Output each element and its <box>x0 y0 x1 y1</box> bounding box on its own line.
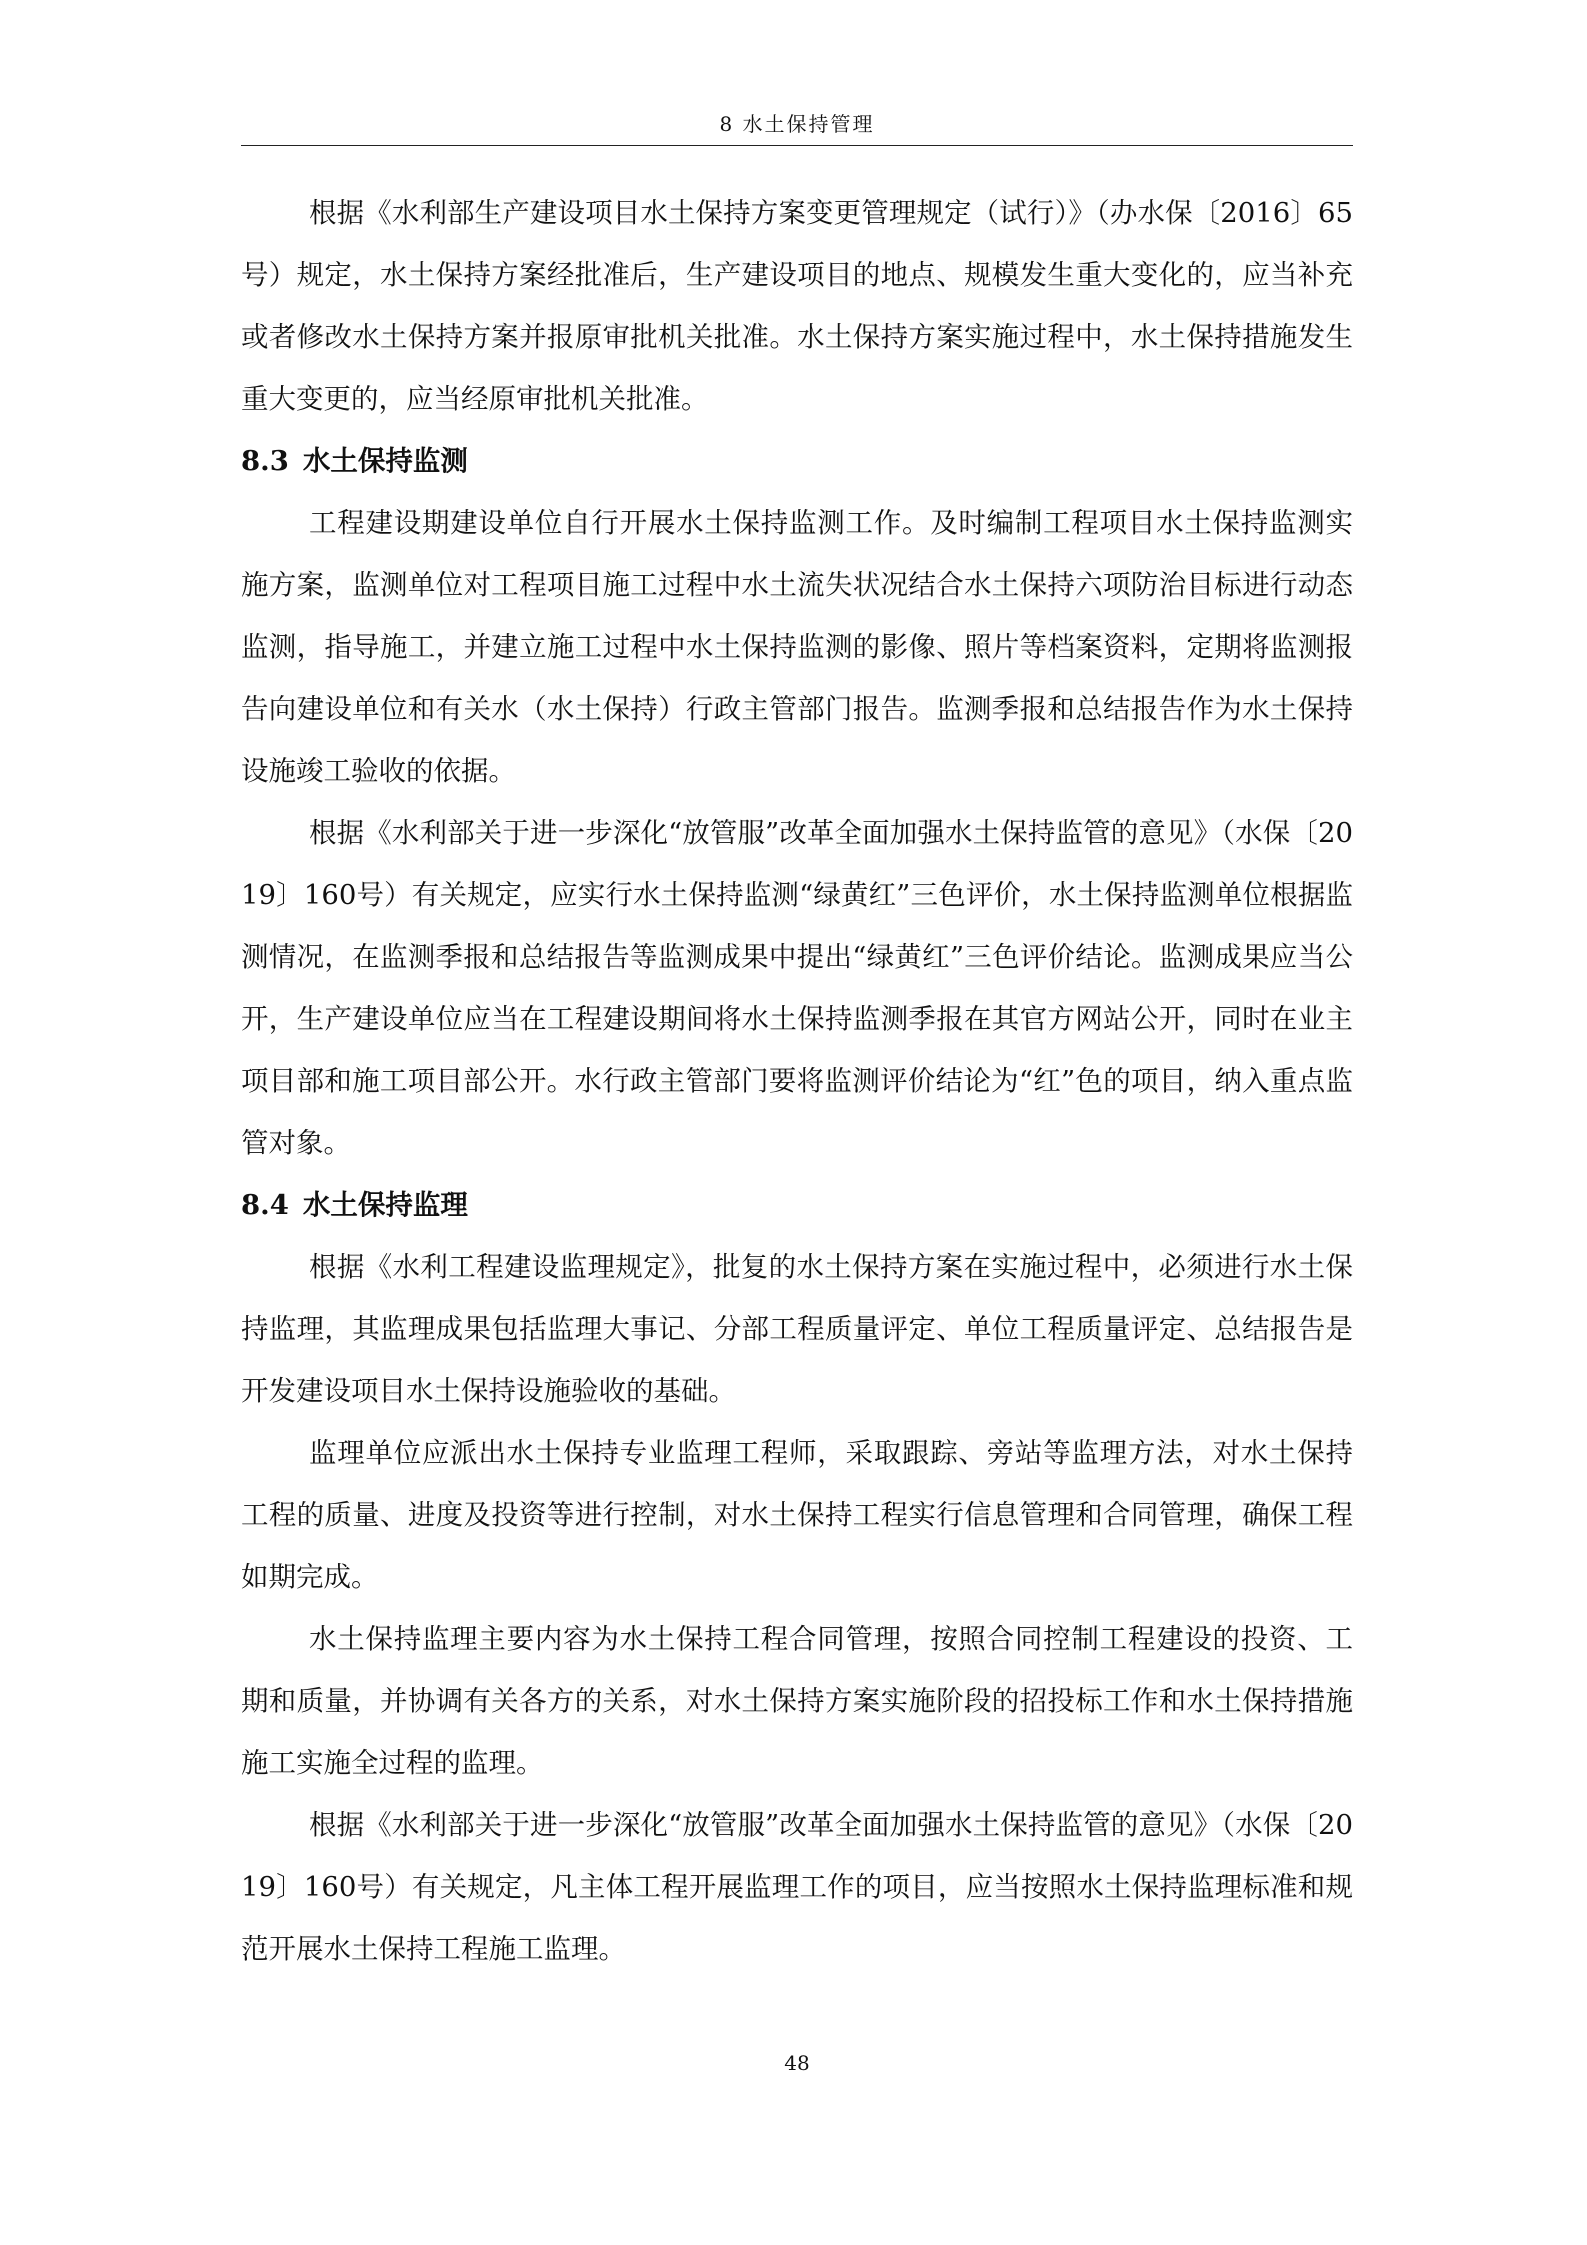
running-header: 8 水土保持管理 <box>719 112 875 136</box>
page-content <box>241 182 1353 1980</box>
section-heading-8-4 <box>241 1174 1353 1236</box>
paragraph-plan-change: 根据《水利部生产建设项目水土保持方案变更管理规定（试行）》（办水保〔2016〕65号）规定，水土保持方案经批准后，生产建设项目的地点、规模发生重大变化的，应当补充或者修改水土保持方案并报原审批机关批准。水土保持方案实施过程中，水土保持措施发生重大变更的，应当经原审批机关批准。 <box>241 197 1353 415</box>
paragraph-monitoring-work: 工程建设期建设单位自行开展水土保持监测工作。及时编制工程项目水土保持监测实施方案，监测单位对工程项目施工过程中水土流失状况结合水土保持六项防治目标进行动态监测，指导施工，并建立施工过程中水土保持监测的影像、照片等档案资料，定期将监测报告向建设单位和有关水（水土保持）行政主管部门报告。监测季报和总结报告作为水土保持设施竣工验收的依据。 <box>241 507 1353 787</box>
paragraph-monitoring-rating: 根据《水利部关于进一步深化“放管服”改革全面加强水土保持监管的意见》（水保〔2019〕160号）有关规定，应实行水土保持监测“绿黄红”三色评价，水土保持监测单位根据监测情况，在监测季报和总结报告等监测成果中提出“绿黄红”三色评价结论。监测成果应当公开，生产建设单位应当在工程建设期间将水土保持监测季报在其官方网站公开，同时在业主项目部和施工项目部公开。水行政主管部门要将监测评价结论为“红”色的项目，纳入重点监管对象。 <box>241 817 1353 1159</box>
paragraph-supervision-regulation: 根据《水利工程建设监理规定》，批复的水土保持方案在实施过程中，必须进行水土保持监理，其监理成果包括监理大事记、分部工程质量评定、单位工程质量评定、总结报告是开发建设项目水土保持设施验收的基础。 <box>241 1251 1353 1407</box>
paragraph-supervision-content: 水土保持监理主要内容为水土保持工程合同管理，按照合同控制工程建设的投资、工期和质量，并协调有关各方的关系，对水土保持方案实施阶段的招投标工作和水土保持措施施工实施全过程的监理。 <box>241 1623 1353 1779</box>
paragraph-supervision-method: 监理单位应派出水土保持专业监理工程师，采取跟踪、旁站等监理方法，对水土保持工程的质量、进度及投资等进行控制，对水土保持工程实行信息管理和合同管理，确保工程如期完成。 <box>241 1437 1353 1593</box>
paragraph-supervision-standard: 根据《水利部关于进一步深化“放管服”改革全面加强水土保持监管的意见》（水保〔2019〕160号）有关规定，凡主体工程开展监理工作的项目，应当按照水土保持监理标准和规范开展水土保持工程施工监理。 <box>241 1809 1353 1965</box>
section-title: 水土保持监理 <box>302 1189 468 1221</box>
page-number: 48 <box>784 2051 810 2075</box>
section-title: 水土保持监测 <box>302 445 468 477</box>
header-rule <box>241 145 1353 146</box>
section-heading-8-3 <box>241 430 1353 492</box>
section-number: 8.4 <box>241 1189 289 1221</box>
section-number: 8.3 <box>241 445 289 477</box>
